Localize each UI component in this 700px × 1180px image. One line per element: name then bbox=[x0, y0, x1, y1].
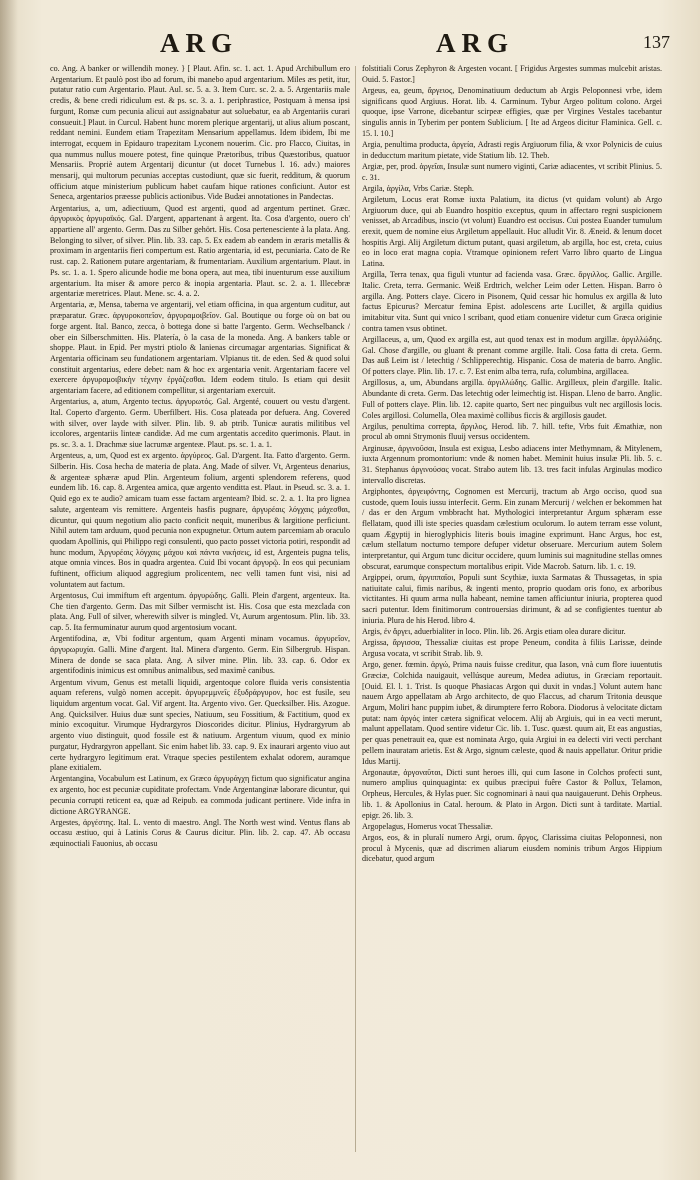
entry-argiphontes: Argiphontes, ἀργειφόντης, Cognomen est Mercurij, tractum ab Argo occiso, quod sua custode, quem Iouis iussu interfecit. Germ. Ein zunam Mercurij / welchen er bekommen hat / das er den Argum vmbbracht hat. Mythologici interpretantur Argum sphæram esse flellatam, quod illi iste species quasdam cælestium oculorum. Io autem terram esse volunt, quam Ægyptij in hieroglyphicis literis bouis imagine exprimunt. Hanc Argus, hoc est, cælum stellatum nocturno tempore defuper videtur obseruare. Mercurium autem Solem interpretantur, qui Argum tunc dicitur occidere, quum luminis sui magnitudine stellas omnes obscurat, earumque conspectum mortalibus eripit. Vide Macrob. Saturn. lib. 1. c. 19. bbox=[362, 486, 662, 571]
entry-argillaceus: Argillaceus, a, um, Quod ex argilla est, aut quod tenax est in modum argillæ. ἀργιλλώδης. Gal. Chose d'argille, ou gluant & prenant comme argille. Itali. Cosa fatta di creta. Germ. Das auß Leim ist / letechtig / Schlipperechtig. Hispanic. Cosa de materia de barro. Anglic. Of potters claye. Plin. lib. 17. c. 7. Est enim alba terra, rufa, columbina, argillacea. bbox=[362, 335, 662, 377]
page-number: 137 bbox=[643, 32, 670, 52]
entry-argilus: Argilus, penultima correpta, ἄργιλος, Herod. lib. 7. hill. tefte, Vrbs fuit Æmathiæ, non procul ab omni Strymonis fluuij versus occidentem. bbox=[362, 421, 662, 442]
entry-argentosus: Argentosus, Cui immiftum eft argentum. ἀργυρώδης. Galli. Plein d'argent, argenteux. Ita. Che tien d'argento. Germ. Das mit Silber vermischt ist. His. Cosa que esta mezclada con plata. Ang. Full of silver, wherewith silver is mingled. Vt, Aurum argentosum. Plin. lib. 33. cap. 5. Ita fermuminatur aurum quod argentosium vocant. bbox=[50, 590, 350, 633]
entry-argo: Argo, gener. fœmin. ἀργώ, Prima nauis fuisse creditur, qua Iason, vnà cum flore iuuentutis Græciæ, Colchida nauigauit, vellúsque aureum, Medea adiutus, in Græciam reportauit. [Ouid. El. l. 1. Trist. Is quoque Phasiacas Argon qui duxit in vndas.] Volunt autem hanc nauem Argo appellatam ab Argo architecto, de quo Flaccus, ad charum Tritonia deusque Argum, Moliri hanc puppim iubet, & dirumptere ferro Robora. Diodorus à velocitate dictam putat: nam ἀργός inter cætera significat velocem. Alij ab Argiuis, qui in ea vecti merunt, malunt appellatam. Quod sentire videtur Cic. lib. 1. Tusc. quæst. quum ait, Et eas angustias, per quas penetrauit ea, quæ est nominata Argo, quia Argiui in ea delecti viri vecti perchant pellem inauratam arietis. Est & Argo, signum cæleste, quod & nauis appellatur. Oritur pridie Idus Martij. bbox=[362, 660, 662, 766]
entry-argentum-vivum: Argentum vivum, Genus est metalli liquidi, argentoque colore fluida veris consistentia aquam referens, vulgò nomen accepit. ἀργυρεμμνεῖς ἐξυδράργυρον, hoc est fusile, seu liquidum argentum vocat. Gal. Vif argent. Ita. Argento vivo. Ger. Quecksilber. His. Azogue. Ang. Quicksilver. Huius duæ sunt species, Natiuum, seu Fossitium, & Factitium, quod ex minio excoquitur. Virumque Hydrargyros Dioscorides dicitur. Plinius, Hydrargyrum ab argento viuo distinguit, quod fossile est & natiuum. Argentum viuum, quod ex minio purgatur, Hydrargyron appellant. Sic enim habet lib. 33. cap. 9. Ex inaurari argento viuo aut certe hydrargyro legitimum erat. Vtraque species pestilentem exhalat odorem, auramque plane exitialem. bbox=[50, 677, 350, 773]
header-right-word: ARG bbox=[436, 28, 514, 58]
entry-argissa: Argissa, ἄργισσα, Thessaliæ ciuitas est prope Peneum, condita à filiis Larissæ, deinde Argusa vocata, vt scribit Strab. lib. 9. bbox=[362, 638, 662, 658]
entry-arginusae: Arginusæ, ἀργινοῦσαι, Insula est exigua, Lesbo adiacens inter Methymnam, & Mitylenem, iuxta Argennum promontorium: vnde & nomen habet. Meminit huius insulæ Pli. lib. 5. c. 31. Stephanus ἀργινούσας vocat. Strabo autem lib. 13. tres facit infulas Arginulas modico intervallo discretas. bbox=[362, 443, 662, 485]
entry-argilla: Argilla, Terra tenax, qua figuli vtuntur ad facienda vasa. Græc. ἄργιλλος. Gallic. Argille. Italic. Creta, terra. Germanic. Weiß Erdtrich, welcher Leim oder Letten. Hispan. Barro ò argilla. Ang. Potters claye. Cicero in Pisonem, Quid cessar hic homulus ex argilla & luto factus Epicurus? Mercatur femina Epist. adolescens arte Lucillet, & argilla quidius imitabitur vita. Sunt qui vnico l scribant, quod etiam conuenire videtur cum Græca originie contra tamen vsus obtinet. bbox=[362, 270, 662, 333]
binding-shadow bbox=[0, 0, 18, 1180]
entry-argentifodina: Argentifodina, æ, Vbi foditur argentum, quam Argenti minam vocamus. ἀργυρεῖον, ἀργυρωρυχία. Galli. Mine d'argent. Ital. Minera d'argento. Germ. Ein Silbergrub. Hispan. Minera de donde se saca plata. Ang. A silver mine. Plin. lib. 33. cap. 6. Odor ex argentifodinis inimicus est omnibus animalibus, sed maximè canibus. bbox=[50, 634, 350, 676]
entry-argis: Argis, ἐν ἄργει, aduerbialiter in loco. Plin. lib. 26. Argis etiam olea durare dicitur. bbox=[362, 627, 626, 637]
entry-argonautae: Argonautæ, ἀργοναῦται, Dicti sunt heroes illi, qui cum Iasone in Colchos profecti sunt, numero amplius quinquaginta: ex quibus præcipui fuêre Castor & Pollux, Telamon, Orpheus, Hercules, & Hylas puer. Sic cognominari à naui qua nauigauerunt. Dehis Orpheus. lib. 1. & Apollonius in Catal. heroum. & Plato in Argon. Dicti sunt à tarditate. Martial. epigr. 26. lib. 3. bbox=[362, 767, 662, 820]
column-divider bbox=[355, 66, 356, 1152]
entry-argentaria: Argentaria, æ, Mensa, taberna ve argentarij, vel etiam officina, in qua argentum cuditur, aut præparatur. Græc. ἀργυροκοπεῖον, ἀργυραμοιβεῖον. Gal. Boutique ou forge où on bat ou forge argent. Ital. Banco, zecca, ò bottega done si batte l'argento. Germ. Wechselbanck / ober ein Silberschmitten. His. Platería, ò la casa de la moneda. Ang. A bankers table or shoppe. Plaut. in Epid. Per mystri ptiolo & lanienas circumagar argentarias. Significat & Argentaria officinam seu fundationem argentariam. Vlpianus tit. de eden. Sed & quod solui constituit argentarius, edere debet: nam & hoc ex argentaria venit. Argentariam facere vel exercere ἀργυραμοιβικὴν τέχνην ἐργάζεσθαι. Idem eodem titulo. Is etiam qui desiit argentariam facere, ad editionem compellitur, si argentariam exercuit. bbox=[50, 300, 350, 396]
entry-argippei: Argippei, orum, ἀργιππαῖοι, Populi sunt Scythiæ, iuxta Sarmatas & Thussagetas, in spia natiuitate calui, fimis naribus, & ingenti mento, proprio quodam oris fono, ex arboribus victitantes. Hi quum arma nulla habeant, nemine tamen afficiuntur iniuria, propterea quod sacri putentur. Idem finitimorum controuersias dirimunt, & ad se configientes tuentur ab iniuria. Plura de his Herod. libro 4. bbox=[362, 573, 662, 625]
entry-argiletum: Argiletum, Locus erat Romæ iuxta Palatium, ita dictus (vt quidam volunt) ab Argo Argiuorum duce, qui ab Euandro hospitio exceptus, quum in affectaro regni suspicionem venisset, ab Arcadibus, inscio (vt volunt) Euandro est occisus. Cui postea Euander tumulum erexit, quem de nomine eius Argiletum appellauit. Huc alludit Vir. 8. Æneid. & lenum docet hospitis Argi. Alij Argiletum dictum putant, quasi argiletum, ab argilla, hoc est, creta, cuius eo in loco erat magna copia. Vtramque opinionem refert Varro libro quarto de Lingua Latina. bbox=[362, 194, 662, 269]
entry-argos: Argos, eos, & in pluralí numero Argi, orum. ἄργος, Clarissima ciuitas Peloponnesi, non procul à Mycenis, quæ ad discrimen aliarum eiusdem nominis tribum Argos Hippium dicebatur, quod argum bbox=[362, 832, 662, 864]
left-column bbox=[50, 64, 350, 1154]
running-header bbox=[0, 28, 700, 62]
entry-argenteus: Argenteus, a, um, Quod est ex argento. ἀργύρεος. Gal. D'argent. Ita. Fatto d'argento. Germ. Silberin. His. Cosa hecha de materia de plata. Ang. Made of silver. Vt, Argenteus denarius, & argenteæ sphæræ apud Plin. Argenteum folium, argenti splendorem referens, quod eundem lib. 16. cap. 8. Argentea amica, quæ argento venditta est. Plaut. in Pseud. sc. 3. a. 1. Quid ego ex te audio? amicam tuam esse factam argenteam? Ibid. sc. 2. a. 1. Ita pro lignea salute, argenteam vis remittere. Argenteis hasfis pugnare, ἀργυρέαις λόγχαις μάχεσθαι, dicuntur, qui quum negotium alio pacto conficit nequit, muneribus & largitione perficiunt. Nihil autem tam arduum, quod pecunia non expugnetur. Ortum autem parcemiam ab oraculo quodam Apollinis, qui Philippo regi consulenti, quo pacto posset victoria potiri, respondit ad hunc modum, Ἀργυρέαις λόγχαις μάχου καὶ πάντα νικήσεις, id est, Argenteis pugna telis, atque omnia vinces. Bos in quadra argentea. Cuid Ibi vocant ἀργυρῷ. In eos qui pecuniam fuftinent, officium aliquod aggregium prolicentem, nec velli tamen funt visi, nisi ad voluntatem aut factum. bbox=[50, 451, 350, 589]
entry-argiae: Argiæ, per, prod. ἀργεῖαι, Insulæ sunt numero viginti, Cariæ adiacentes, vt scribit Plinius. 5. c. 31. bbox=[362, 161, 662, 182]
entry-argestes: Argestes, ἀργέστης. Ital. L. vento di maestro. Angl. The North west wind. Ventus flans ab occasu æstiuo, qui à Latinis Corus & Caurus dicitur. Plin. lib. 2. cap. 47. Ab occasu æquinoctiali Fauonius, ab occasu bbox=[50, 817, 350, 849]
entry-argentarius: co. Ang. A banker or willendih money. } [ Plaut. Afin. sc. 1. act. 1. Apud Archibullum ero Argentarium. Et paulò post ibo ad forum, ibi manebo apud argentarium. Miles æs petit, itur, putatur ratio cum Argentario. Plaut. Aul. sc. 5. a. 3. Item Curc. sc. 2. a. 5. Argentariis male credis, & bene credi ridiculum est. & ps. sc. 3. a. 1. periphrastice, Postquam à mensa ipsi furgunt, Romæ cum pecunia alicui aut assignabatur aut soluebatur, ea ab Argentariis curari consueuit.] Plaut. in Curcul. Habent hunc morem plerique argentarij, ut alius alium poscant, reddant nemini. Eundem etiam Trapezitam Mensarium appellamus. Idem ibidem, Ibi me interrogat, ecquem in Epidauro trapezitam Lyconem nouerim. Cic. pro Flacco, Ciuitas, in qua nummus nullus mouere potest, fine quinque Prætoribus, tribus Quæstoribus, quatuor Mensariis. Propriè autem Argentarij dicuntur (ut docet Turnebus l. 16. adv.) maiores mensarij, qui multorum pecunias acceptas custodiunt, quæ sic fuerit, redditum, & quorum officium atque ministerium publicum habet caufam hique rationes conficiunt. Autor est Seneca, argentarios præesse publicis actionibus. Vide Budæi annotationes in Pandectas. bbox=[50, 64, 350, 202]
entry-argestes-cont: folstitiali Corus Zephyron & Argesten vocant. [ Frigidus Argestes summas mulcebit aristas. Ouid. 5. Fastor.] bbox=[362, 64, 662, 84]
right-column bbox=[362, 64, 662, 1154]
header-left-word: ARG bbox=[160, 28, 238, 58]
entry-argia: Argia, penultima producta, ἀργεία, Adrasti regis Argiuorum filia, & vxor Polynicis de cuius in deducctum maritum pietate, vide Statium lib. 12. Theb. bbox=[362, 139, 662, 160]
entry-argentarius-adj: Argentarius, a, um, adiectiuum, Quod est argenti, quod ad argentum pertinet. Græc. ἀργυρικὸς ἀργυραϊκός. Gal. D'argent, appartenant à argent. Ita. Cosa d'argento, ouero ch' appartiene all' argento. Germ. Das zu Silber gehört. His. Cosa pertenesciente à la plata. Ang. Belonging to silver, of silver. Plin. lib. 33. cap. 5. Ex eadem ab eandem in æraris metallis & proximam in argentariis fieri compertum est. Ratio argentaria, id est, pecuniaria. Cato de Re rust. cap. 2. Rationem putare argentariam, & frumentariam. Auxilium argentarium. Plaut. in Ps. sc. 1. a. 1. Spero alicunde hodie me bona opera, aut mea, tibi inuenturum esse auxilium argentarium. Ita miser & amore perco & inopia argentaria. Plaut. sc. 2. a. 1. Illecebræ argentariæ meretrices. Plaut. Mene. sc. 4. a. 2. bbox=[50, 203, 350, 299]
entry-argillosus: Argillosus, a, um, Abundans argilla. ἀργιλλώδης. Gallic. Argilleux, plein d'argille. Italic. Abundante di creta. Germ. Das letechtig oder leimechtig ist. Hispan. Lleno de barro. Anglic. Full of potters claye. Plin. lib. 12. capite quarto, Sert nec pinguibus vult nec argillosis locis. Coles argillosi. Columella, Olea maximè collibus ficcis & argillosis gaudet. bbox=[362, 378, 662, 420]
entry-argopelagus: Argopelagus, Homerus vocat Thessaliæ. bbox=[362, 821, 493, 831]
entry-argentatus: Argentarius, a, atum, Argento tectus. ἀργυρωτός. Gal. Argenté, couuert ou vestu d'argent. Ital. Coperto d'argento. Germ. Uberfilbert. His. Cosa plateada por defuera. Ang. Covered with silver, over layde with silver. Plin. lib. 9. ab ptrib. Tunicæ auratis militibus vel iccolores, argentariis linteæ candidæ. Ad me cum argentatis accedito querimonis. Plaut. in ps. sc. 3. a. 1. Drachmæ siue lacrumæ argenteæ. Plaut. ps. sc. 1. a. 1. bbox=[50, 397, 350, 450]
entry-argeus: Argeus, ea, geum, ἄργειος, Denominatiuum deductum ab Argis Peloponnesi vrbe, idem significans quod Argiuus. Horat. lib. 4. Carminum. Tybur Argeo politum colono. Argei quoque, ipse Varrone, dicebantur scirpeæ effigies, quæ per Virgines Vestales tacebantur singulis annis in Tyberim per pontem Sublicium. [ Ite ad Argeos dicitur Flaminica. Gell. c. 15. l. 10.] bbox=[362, 85, 662, 138]
entry-argentangina: Argentangina, Vocabulum est Latinum, ex Græco ἀργυράγχη fictum quo significatur angina ex argento, hoc est pecuniæ cupiditate profectam. Vnde Argentanginæ laborare dicuntur, qui pecunia corrupti reticent ea, quæ ad Reipub. ea commoda judicant pertinere. Vide infra in dictione ARGYRANGE. bbox=[50, 774, 350, 816]
entry-argila: Argila, ἀργίλα, Vrbs Cariæ. Steph. bbox=[362, 183, 474, 193]
